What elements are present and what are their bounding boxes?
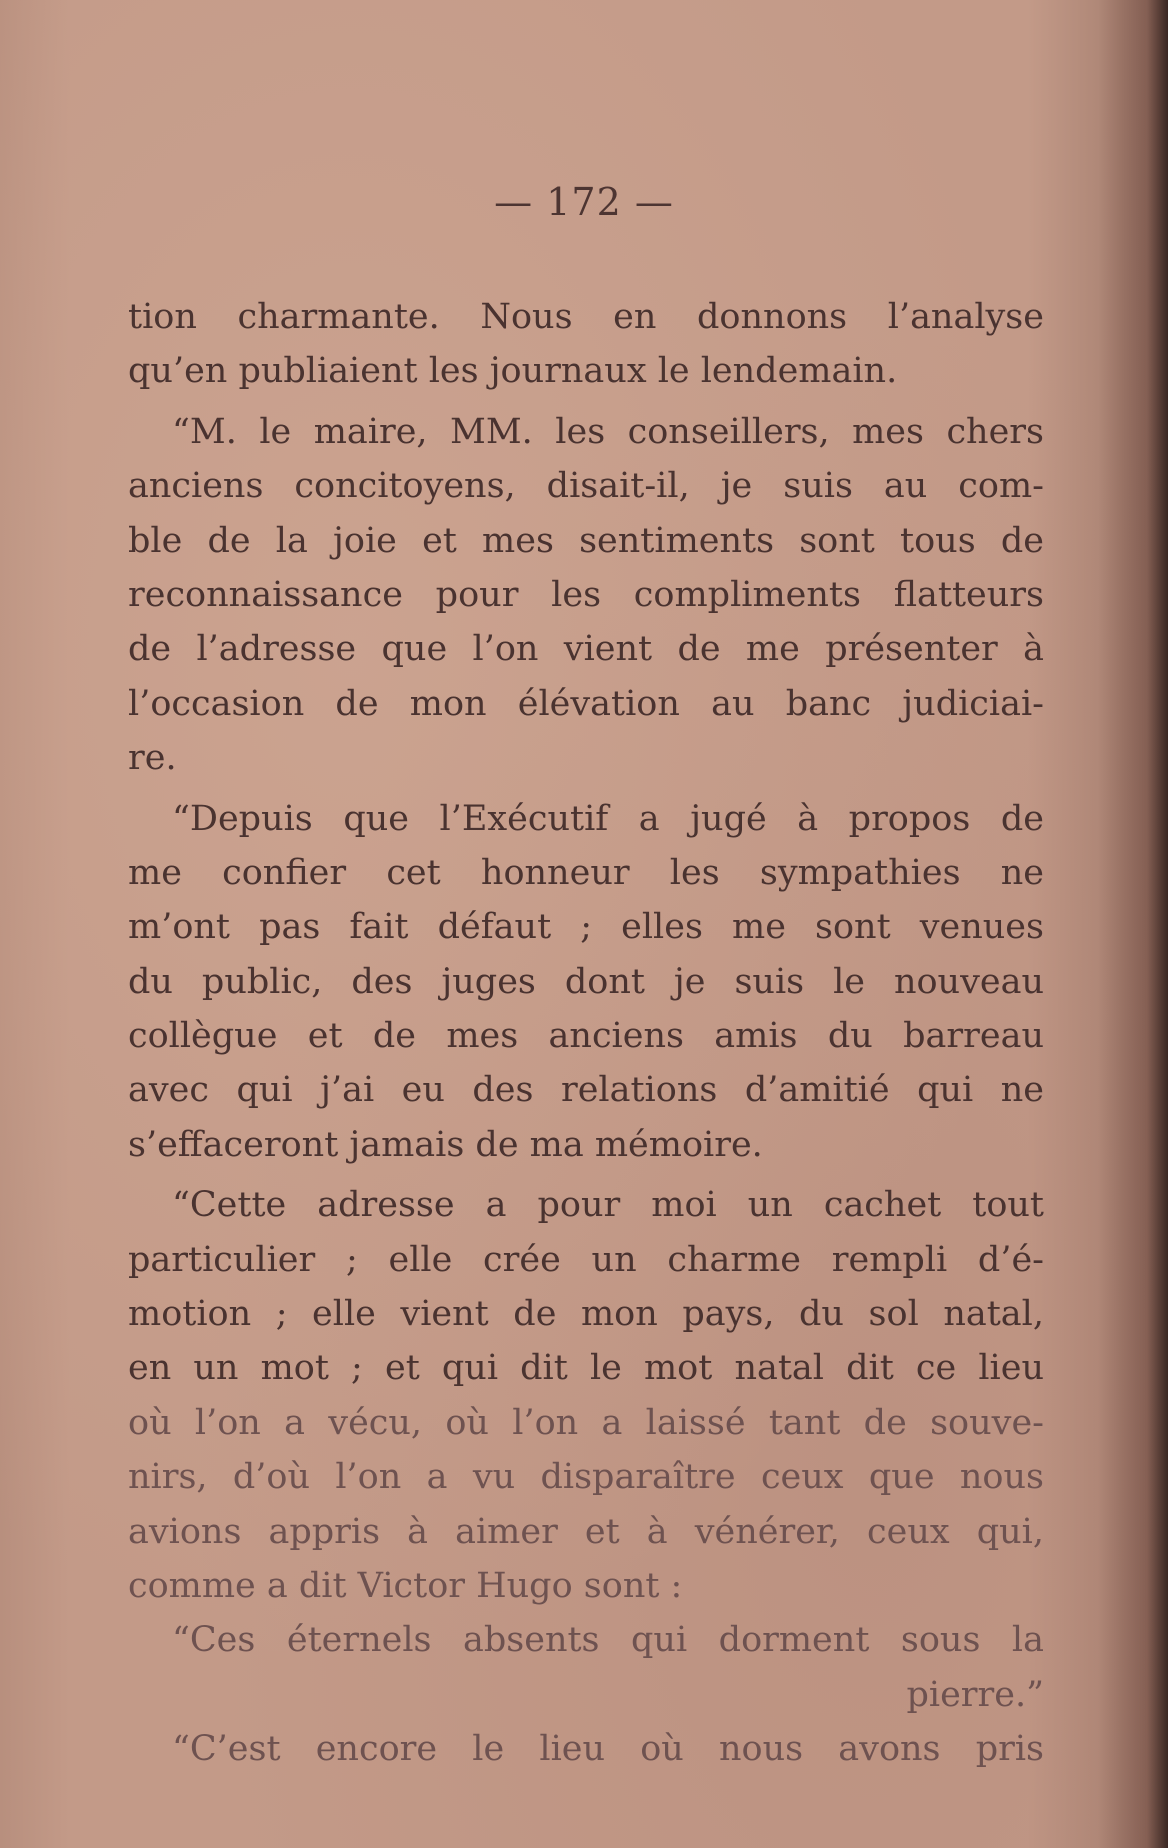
text-line: comme a dit Victor Hugo sont :: [128, 1565, 683, 1606]
text-line: du public, des juges dont je suis le nouveau: [128, 961, 1044, 1002]
text-line: me confier cet honneur les sympathies ne: [128, 852, 1044, 893]
text-line: “M. le maire, MM. les conseillers, mes chers: [172, 411, 1044, 452]
text-line: “Cette adresse a pour moi un cachet tout: [172, 1185, 1044, 1226]
body-text: [128, 290, 1044, 1777]
text-line: “C’est encore le lieu où nous avons pris: [172, 1729, 1044, 1770]
text-line: reconnaissance pour les compliments flatteurs: [128, 574, 1044, 615]
text-line: collègue et de mes anciens amis du barreau: [128, 1016, 1044, 1057]
text-line: tion charmante. Nous en donnons l’analyse: [128, 297, 1044, 337]
verse-line: “Ces éternels absents qui dorment sous la: [172, 1620, 1044, 1661]
text-line: “Depuis que l’Exécutif a jugé à propos de: [172, 798, 1044, 839]
text-line: de l’adresse que l’on vient de me présenter à: [128, 629, 1044, 670]
text-line: s’effaceront jamais de ma mémoire.: [128, 1124, 763, 1165]
text-line: re.: [128, 738, 177, 779]
text-line: m’ont pas fait défaut ; elles me sont venues: [128, 907, 1044, 948]
text-line: qu’en publiaient les journaux le lendemain.: [128, 351, 898, 392]
text-line: l’occasion de mon élévation au banc judiciai-: [128, 683, 1044, 724]
text-line: en un mot ; et qui dit le mot natal dit ce lieu: [128, 1348, 1044, 1389]
verse-line-end: pierre.”: [906, 1674, 1044, 1715]
text-line: nirs, d’où l’on a vu disparaître ceux que nous: [128, 1457, 1044, 1498]
text-line: particulier ; elle crée un charme rempli d’é-: [128, 1239, 1044, 1280]
page-number: — 172 —: [494, 180, 674, 224]
spine-shadow: [1098, 0, 1168, 1848]
text-line: avions appris à aimer et à vénérer, ceux qui,: [128, 1511, 1044, 1552]
text-line: motion ; elle vient de mon pays, du sol natal,: [128, 1294, 1044, 1335]
text-line: ble de la joie et mes sentiments sont tous de: [128, 520, 1044, 561]
text-line: où l’on a vécu, où l’on a laissé tant de souve-: [128, 1402, 1044, 1443]
text-line: avec qui j’ai eu des relations d’amitié qui ne: [128, 1070, 1044, 1111]
text-line: anciens concitoyens, disait-il, je suis au com-: [128, 466, 1044, 507]
